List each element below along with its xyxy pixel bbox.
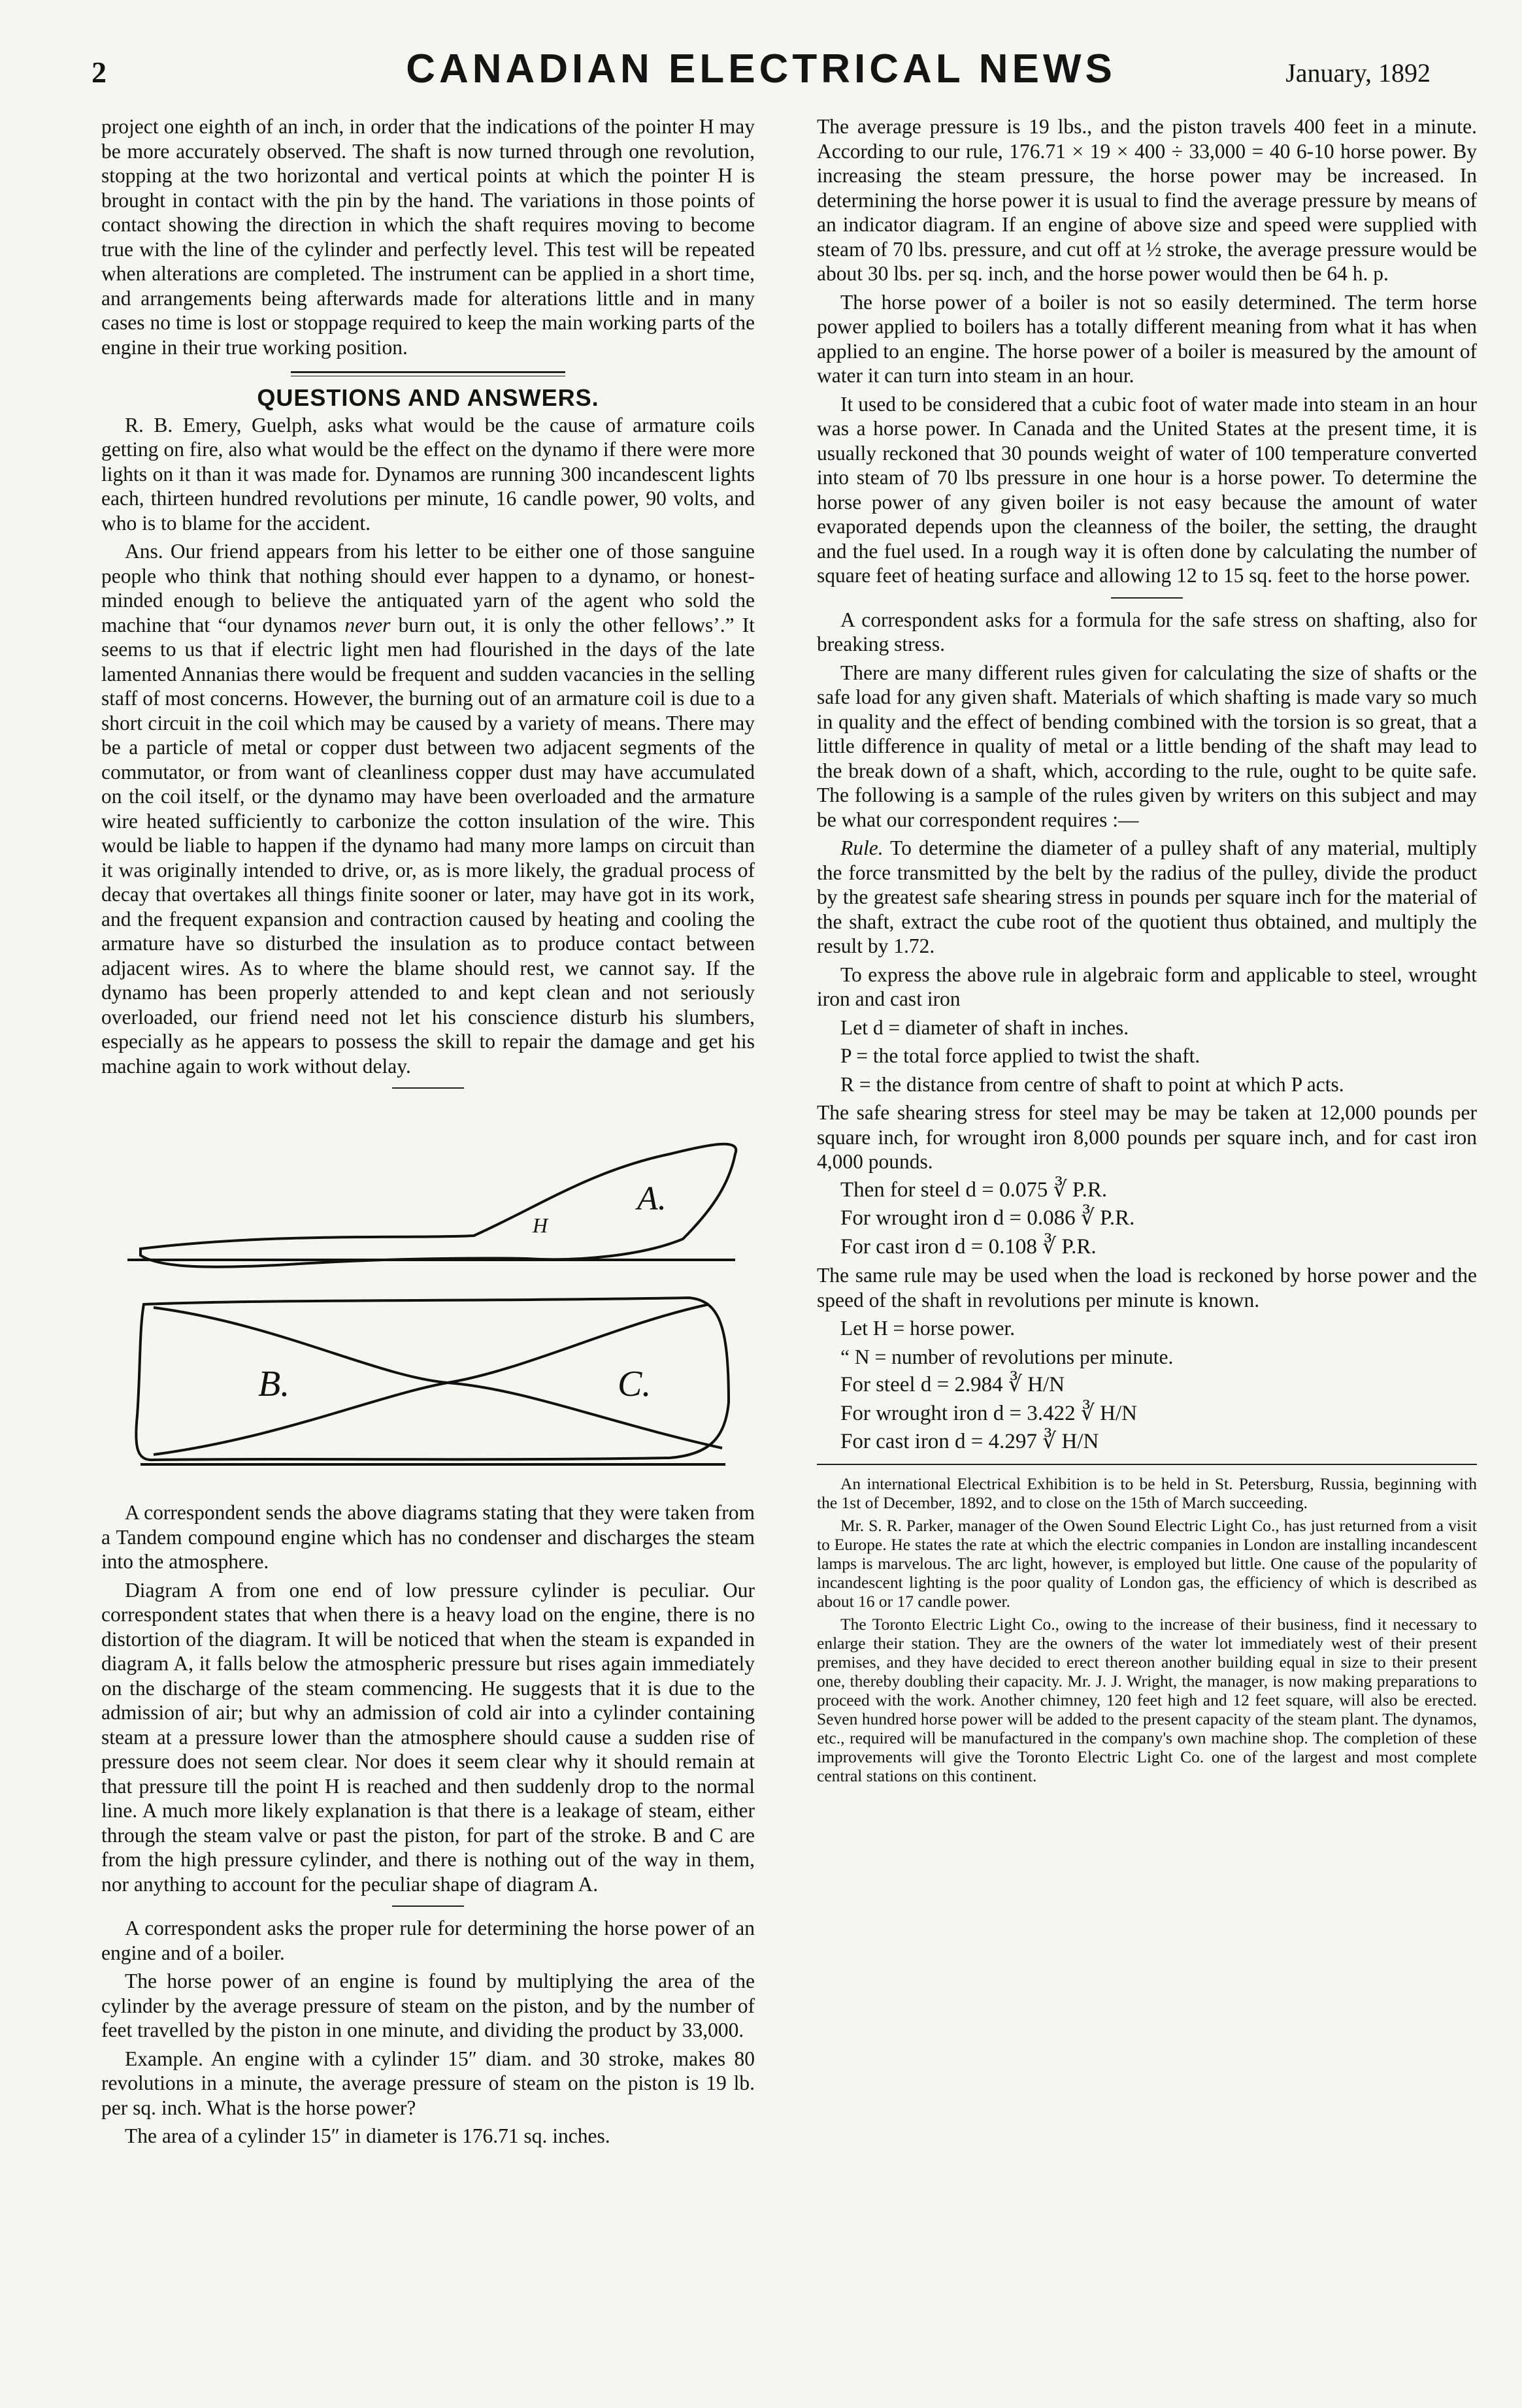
horse-power-question: A correspondent asks the proper rule for determining the horse power of an engine and of a boiler. [101, 1917, 755, 1964]
formula-wrought-pr: For wrought iron d = 0.086 ∛ P.R. [840, 1206, 1135, 1230]
rule-paragraph [817, 836, 1477, 959]
definition-d: Let d = diameter of shaft in inches. [840, 1015, 1129, 1039]
news-item-exhibition: An international Electrical Exhibition is to be held in St. Petersburg, Russia, beginning with the 1st of December, 1892, and to close on the 15th of March succeeding. [817, 1474, 1477, 1512]
left-column [101, 114, 755, 2152]
news-item-toronto: The Toronto Electric Light Co., owing to the increase of their business, find it necessary to enlarge their station. They are the owners of the water lot immediately west of their present premises, and they have decided to erect thereon another building equal in size to their present one, thereby doubling their capacity. Mr. J. J. Wright, the manager, is now making preparations to proceed with the work. Another chimney, 120 feet high and 12 feet square, will also be erected. Seven hundred horse power will be added to the present capacity of the steam plant. The dynamos, etc., required will be manufactured in the company's own machine shop. The completion of these improvements will give the Toronto Electric Light Co. one of the largest and most complete central stations on this continent. [817, 1614, 1477, 1785]
definition-n: “ N = number of revolutions per minute. [840, 1345, 1174, 1368]
horse-power-continued: The average pressure is 19 lbs., and the piston travels 400 feet in a minute. According to our rule, 176.71 × 19 × 400 ÷ 33,000 = 40 6-10 horse power. By increasing the steam pressure, the horse power may be increased. In determining the horse power it is usual to find the average pressure by means of an indicator diagram. If an engine of above size and speed were supplied with steam of 70 lbs. pressure, and cut off at ½ stroke, the average pressure would be about 30 lbs. per sq. inch, and the horse power would then be 64 h. p. [817, 115, 1477, 285]
formula-steel-pr: Then for steel d = 0.075 ∛ P.R. [840, 1178, 1108, 1202]
news-item-parker: Mr. S. R. Parker, manager of the Owen Sound Electric Light Co., has just returned from a visit to Europe. He states the rate at which the electric companies in London are installing incandescent lamps is marvelous. The arc light, however, is employed but little. One cause of the popularity of incandescent lighting is the poor quality of London gas, the efficiency of which is described as about 16 or 17 candle power. [817, 1515, 1477, 1611]
answer-prefix: Ans. [125, 540, 163, 563]
diagram-label-a: A. [637, 1180, 667, 1217]
issue-date: January, 1892 [1285, 58, 1431, 88]
news-items [817, 1474, 1477, 1785]
formula-cast-hn: For cast iron d = 4.297 ∛ H/N [840, 1430, 1099, 1453]
short-divider [392, 1905, 464, 1907]
short-divider [1111, 597, 1183, 599]
section-divider [291, 371, 565, 376]
boiler-paragraph-2: It used to be considered that a cubic foot of water made into steam in an hour was a horse power. In Canada and the United States at the present time, it is usually reckoned that 30 pounds weight of water of 100 temperature converted into steam of 70 lbs pressure in one hour is a horse power. To determine the horse power of any given boiler is not easy because the amount of water evaporated depends upon the cleanness of the boiler, the setting, the draught and the fuel used. In a rough way it is often done by calculating the number of square feet of heating surface and allowing 12 to 15 sq. feet to the horse power. [817, 392, 1477, 587]
news-divider [817, 1464, 1477, 1465]
formula-steel-hn: For steel d = 2.984 ∛ H/N [840, 1373, 1065, 1396]
diagram-paragraph-1: A correspondent sends the above diagrams stating that they were taken from a Tandem compound engine which has no condenser and discharges the steam into the atmosphere. [101, 1501, 755, 1573]
answer-text-1: Our friend appears from his letter to be either one of those sanguine people who think that nothing should ever happen to a dynamo, or honest-minded enough to believe the antiquated yarn of the agent who sold the machine that “our dynamos [101, 540, 755, 636]
short-divider [392, 1087, 464, 1089]
answer-emphasis: never [344, 613, 391, 636]
indicator-diagrams [82, 1108, 748, 1474]
page-number: 2 [91, 56, 107, 89]
algebraic-paragraph: To express the above rule in algebraic form and applicable to steel, wrought iron and cast iron [817, 963, 1477, 1010]
shearing-stress-paragraph: The safe shearing stress for steel may be may be taken at 12,000 pounds per square inch, for wrought iron 8,000 pounds per square inch, and for cast iron 4,000 pounds. [817, 1101, 1477, 1173]
diagram-label-c: C. [618, 1364, 652, 1404]
definition-p: P = the total force applied to twist the shaft. [840, 1044, 1200, 1067]
question-paragraph: R. B. Emery, Guelph, asks what would be the cause of armature coils getting on fire, also what would be the effect on the dynamo if there were more lights on it than it was made for. Dynamos are running 300 incandescent lights each, thirteen hundred revolutions per minute, 16 candle power, 90 volts, and who is to blame for the accident. [101, 413, 755, 535]
answer-paragraph [101, 539, 755, 1078]
page-header [91, 46, 1431, 98]
horse-power-area: The area of a cylinder 15″ in diameter is 176.71 sq. inches. [125, 2124, 610, 2147]
diagram-label-b: B. [258, 1364, 290, 1404]
horse-power-rule-paragraph: The same rule may be used when the load is reckoned by horse power and the speed of the shaft in revolutions per minute is known. [817, 1264, 1477, 1311]
rule-text: To determine the diameter of a pulley shaft of any material, multiply the force transmitted by the belt by the radius of the pulley, divide the product by the greatest safe shearing stress in pounds per square inch for the material of the shaft, extract the cube root of the quotient thus obtained, and multiply the result by 1.72. [817, 836, 1477, 957]
formula-wrought-hn: For wrought iron d = 3.422 ∛ H/N [840, 1401, 1137, 1425]
definition-h: Let H = horse power. [840, 1317, 1016, 1340]
shafting-paragraph: There are many different rules given for calculating the size of shafts or the safe load for any given shaft. Materials of which shafting is made vary so much in quality and the effect of bending combined with the torsion is so great, that a little difference in quality of metal or a little bending of the shaft may lead to the break down of a shaft, which, according to the rule, ought to be quite safe. The following is a sample of the rules given by writers on this subject and may be what our correspondent requires :— [817, 661, 1477, 831]
section-title: QUESTIONS AND ANSWERS. [257, 384, 599, 411]
shafting-question: A correspondent asks for a formula for the safe stress on shafting, also for breaking stress. [817, 608, 1477, 655]
rule-label: Rule. [840, 836, 884, 859]
article-continuation: project one eighth of an inch, in order that the indications of the pointer H may be more accurately observed. The shaft is now turned through one revolution, stopping at the two horizontal and vertical points at which the pointer H is brought in contact with the pin by the hand. The variations in those points of contact showing the direction in which the shaft requires moving to become true with the line of the cylinder and perfectly level. This test will be repeated when alterations are completed. The instrument can be applied in a short time, and arrangements being afterwards made for alterations little and in many cases no time is lost or stoppage required to keep the main working parts of the engine in their true working position. [101, 115, 755, 359]
horse-power-example: Example. An engine with a cylinder 15″ diam. and 30 stroke, makes 80 revolutions in a minute, the average pressure of steam on the piston is 19 lb. per sq. inch. What is the horse power? [101, 2047, 755, 2119]
boiler-paragraph-1: The horse power of a boiler is not so easily determined. The term horse power applied to boilers has a totally different meaning from what it has when applied to an engine. The horse power of a boiler is measured by the amount of water it can turn into steam in an hour. [817, 290, 1477, 387]
right-column [817, 114, 1477, 1789]
diagram-paragraph-2: Diagram A from one end of low pressure cylinder is peculiar. Our correspondent states that when there is a heavy load on the engine, there is no distortion of the diagram. It will be noticed that when the steam is expanded in diagram A, it falls below the atmospheric pressure but rises again immediately on the discharge of the steam commencing. He suggests that it is due to the admission of air; but why an admission of cold air into a cylinder containing steam at a pressure lower than the atmosphere should cause a sudden rise of pressure does not seem clear. Nor does it seem clear why it should remain at that pressure till the point H is reached and then suddenly drop to the normal line. A much more likely explanation is that there is a leakage of steam, either through the steam valve or past the piston, for part of the stroke. B and C are from the high pressure cylinder, and there is nothing out of the way in them, nor anything to account for the peculiar shape of diagram A. [101, 1578, 755, 1896]
diagram-label-h: H [533, 1213, 548, 1237]
masthead: CANADIAN ELECTRICAL NEWS [406, 46, 1116, 91]
formula-cast-pr: For cast iron d = 0.108 ∛ P.R. [840, 1234, 1097, 1259]
answer-text-2: burn out, it is only the other fellows’.” It seems to us that if electric light men had flourished in the days of the late lamented Annanias there would be frequent and sudden vacancies in the selling staff of most concerns. However, the burning out of an armature coil is due to a short circuit in the coil which may be caused by a variety of means. There may be a particle of metal or copper dust between two adjacent segments of the commutator, or from want of cleanliness copper dust may have accumulated on the coil itself, or the dynamo may have been overloaded and the armature wire heated sufficiently to carbonize the cotton insulation of the wire. This would be liable to happen if the dynamo had many more lamps on circuit than it was originally intended to drive, or, as is more likely, the gradual process of decay that overtakes all things finite sooner or later, may have got in its work, and the frequent expansion and contraction caused by heating and cooling the armature have so disturbed the insulation as to produce contact between adjacent wires. As to where the blame should rest, we cannot say. If the dynamo has been properly attended to and kept clean and not seriously overloaded, our friend need not let his conscience disturb his slumbers, especially as he appears to possess the skill to repair the damage and get his machine again to work without delay. [101, 613, 755, 1078]
horse-power-paragraph: The horse power of an engine is found by multiplying the area of the cylinder by the average pressure of steam on the piston, and by the number of feet travelled by the piston in one minute, and dividing the product by 33,000. [101, 1970, 755, 2041]
definition-r: R = the distance from centre of shaft to point at which P acts. [840, 1072, 1344, 1096]
